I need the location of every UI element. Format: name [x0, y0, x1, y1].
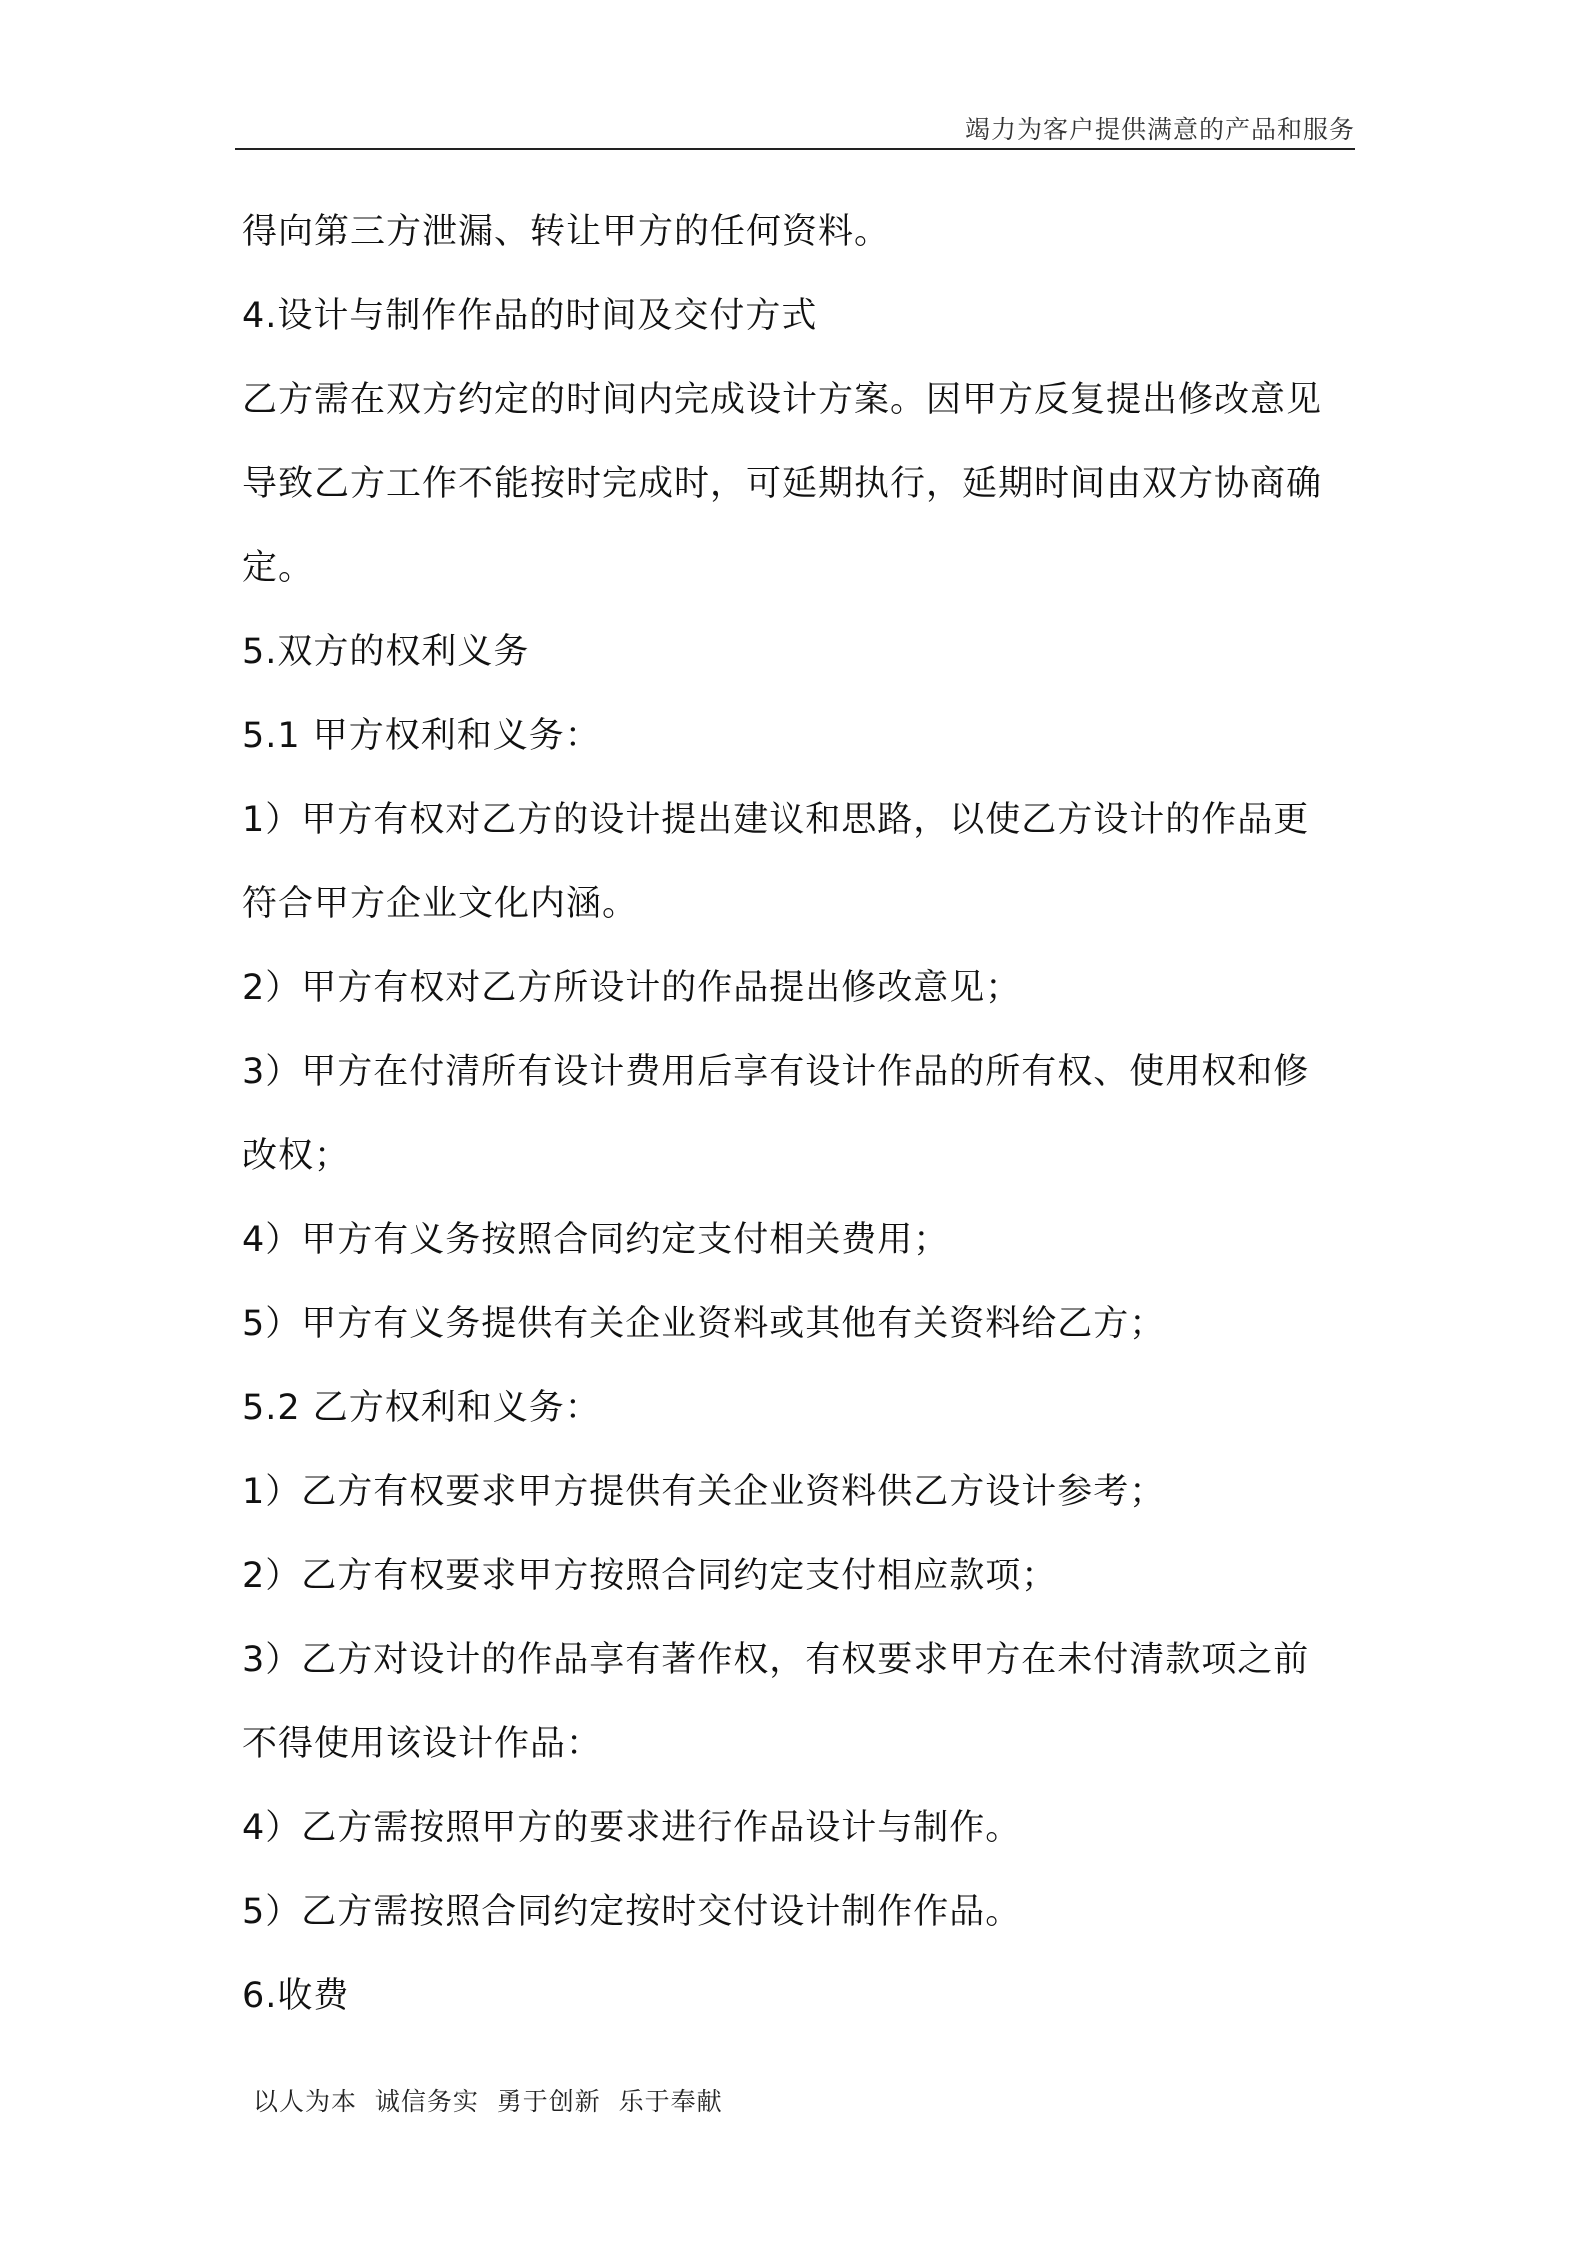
- list-item: 3）甲方在付清所有设计费用后享有设计作品的所有权、使用权和修: [242, 1052, 1310, 1092]
- header-slogan: 竭力为客户提供满意的产品和服务: [964, 115, 1355, 144]
- section-heading: 6.收费: [242, 1976, 350, 2016]
- body-line: 乙方需在双方约定的时间内完成设计方案。因甲方反复提出修改意见: [242, 380, 1323, 420]
- section-heading: 4.设计与制作作品的时间及交付方式: [242, 296, 818, 336]
- list-item: 2）甲方有权对乙方所设计的作品提出修改意见；: [242, 968, 1022, 1008]
- page-header: [235, 98, 1355, 150]
- list-item: 4）甲方有义务按照合同约定支付相关费用；: [242, 1220, 950, 1260]
- document-body: [242, 190, 1357, 2038]
- list-item-continuation: 符合甲方企业文化内涵。: [242, 884, 639, 924]
- list-item-continuation: 改权；: [242, 1136, 351, 1176]
- list-item-continuation: 不得使用该设计作品：: [242, 1724, 603, 1764]
- list-item: 3）乙方对设计的作品享有著作权，有权要求甲方在未付清款项之前: [242, 1640, 1310, 1680]
- body-line: 得向第三方泄漏、转让甲方的任何资料。: [242, 212, 891, 252]
- list-item: 5）乙方需按照合同约定按时交付设计制作作品。: [242, 1892, 1022, 1932]
- subsection-heading: 5.1 甲方权利和义务：: [242, 716, 601, 756]
- list-item: 1）乙方有权要求甲方提供有关企业资料供乙方设计参考；: [242, 1472, 1166, 1512]
- section-heading: 5.双方的权利义务: [242, 632, 530, 672]
- list-item: 5）甲方有义务提供有关企业资料或其他有关资料给乙方；: [242, 1304, 1166, 1344]
- footer-motto: 以人为本 诚信务实 勇于创新 乐于奉献: [253, 2087, 723, 2116]
- list-item: 2）乙方有权要求甲方按照合同约定支付相应款项；: [242, 1556, 1058, 1596]
- list-item: 4）乙方需按照甲方的要求进行作品设计与制作。: [242, 1808, 1022, 1848]
- subsection-heading: 5.2 乙方权利和义务：: [242, 1388, 601, 1428]
- body-line: 导致乙方工作不能按时完成时，可延期执行，延期时间由双方协商确: [242, 464, 1323, 504]
- body-line: 定。: [242, 548, 315, 588]
- list-item: 1）甲方有权对乙方的设计提出建议和思路，以使乙方设计的作品更: [242, 800, 1310, 840]
